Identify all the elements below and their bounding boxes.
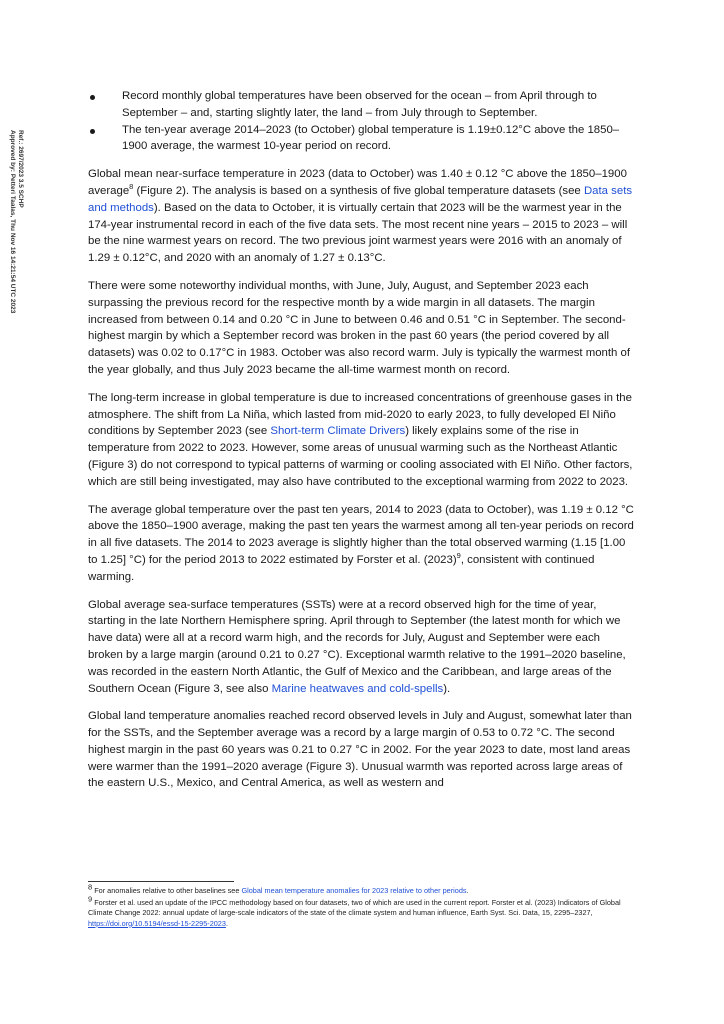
document-body — [88, 88, 636, 803]
paragraph-land-temperature: Global land temperature anomalies reached record observed levels in July and August, somewhat later than for the SSTs, and the September average was a record by a large margin of 0.53 to 0.72 °C. The second highest margin in the past 60 years was 0.21 to 0.27 °C in 2002. For the year 2023 to date, most land areas were warmer than the 1991–2020 average (Figure 3). Unusual warmth was reported across large areas of the eastern U.S., Mexico, and Central America, as well as western and — [88, 710, 632, 790]
link-marine-heatwaves[interactable]: Marine heatwaves and cold-spells — [271, 682, 444, 695]
approval-by: Approved by: Petteri Taalas, Thu Nov 16 14:21:54 UTC 2023 — [9, 130, 16, 314]
footnote-9: $^9$ Forster et al. used an update of the IPCC methodology based on four datasets, two of which are used in the current report. Forster et al. (2023) Indicators of Global Climate Change 2022: annual update of large-scale indicators of the state of the climate system and human influence, Earth Syst. Sci. Data, 15, 2295–2327, https://doi.org/10.5194/essd-15-2295-2023. — [88, 894, 621, 928]
footnote-ref-8[interactable]: 8 — [129, 182, 134, 192]
bullet-list — [88, 88, 636, 155]
bullet-item: The ten-year average 2014–2023 (to October) global temperature is 1.19±0.12°C above the 1850–1900 average, the warmest 10-year period on record. — [88, 122, 636, 156]
link-other-periods[interactable]: Global mean temperature anomalies for 2023 relative to other periods — [241, 886, 467, 895]
footnote-8: $^8$ For anomalies relative to other baselines see Global mean temperature anomalies for 2023 relative to other periods. — [88, 882, 469, 895]
paragraph-global-mean: Global mean near-surface temperature in 2023 (data to October) was 1.40 ± 0.12 °C above the 1850–1900 average$^8$ (Figure 2). The analysis is based on a synthesis of five global temperature datasets (see Data sets and methods). Based on the data to October, it is virtually certain that 2023 will be the warmest year in the 174-year instrumental record in each of the five data sets. The most recent nine years – 2015 to 2023 – will be the nine warmest years on record. The two previous joint warmest years were 2016 with an anomaly of 1.29 ± 0.12°C, and 2020 with an anomaly of 1.27 ± 0.13°C. — [88, 168, 633, 265]
footnote-divider — [88, 881, 234, 882]
link-short-term-climate-drivers[interactable]: Short-term Climate Drivers — [270, 425, 406, 438]
bullet-item: Record monthly global temperatures have been observed for the ocean – from April through to September – and, starting slightly later, the land – from July through to September. — [88, 88, 636, 122]
approval-stamp — [8, 130, 24, 370]
paragraph-monthly-records: There were some noteworthy individual months, with June, July, August, and September 2023 each surpassing the previous record for the respective month by a wide margin in all datasets. The margin increased from between 0.14 and 0.20 °C in June to between 0.46 and 0.51 °C in September. The second-highest margin by which a September record was broken in the past 60 years (the period covered by all datasets) was 0.02 to 0.17°C in 1983. October was also record warm. July is typically the warmest month of the year globally, and thus July 2023 became the all-time warmest month on record. — [88, 279, 631, 376]
link-doi[interactable]: https://doi.org/10.5194/essd-15-2295-2023 — [88, 918, 226, 928]
paragraph-long-term-increase: The long-term increase in global temperature is due to increased concentrations of greenhouse gases in the atmosphere. The shift from La Niña, which lasted from mid-2020 to early 2023, to fully developed El Niño conditions by September 2023 (see Short-term Climate Drivers) likely explains some of the rise in temperature from 2022 to 2023. However, some areas of unusual warming such as the Northeast Atlantic (Figure 3) do not correspond to typical patterns of warming or cooling associated with El Niño. Other factors, which are still being investigated, may also have contributed to the exceptional warming from 2022 to 2023. — [88, 391, 633, 488]
footnote-ref-9[interactable]: 9 — [456, 551, 461, 561]
paragraph-ten-year-average: The average global temperature over the past ten years, 2014 to 2023 (data to October), was 1.19 ± 0.12 °C above the 1850–1900 average, making the past ten years the warmest among all ten-year periods on record in all five datasets. The 2014 to 2023 average is slightly higher than the total observed warming (1.15 [1.00 to 1.25] °C) for the period 2013 to 2022 estimated by Forster et al. $(2023)^9$, consistent with continued warming. — [88, 503, 634, 583]
footnotes — [88, 882, 636, 930]
approval-ref: Ref.: 2697/2023 3.5 SCHP — [17, 130, 24, 208]
paragraph-sea-surface: Global average sea-surface temperatures (SSTs) were at a record observed high for the time of year, starting in the late Northern Hemisphere spring. April through to September (the latest month for which we have data) were all at a record warm high, and the records for July, August and September were each broken by a large margin (around 0.21 to 0.27 °C). Exceptional warmth relative to the 1991–2020 baseline, was recorded in the eastern North Atlantic, the Gulf of Mexico and the Caribbean, and large areas of the Southern Ocean (Figure 3, see also Marine heatwaves and cold-spells). — [88, 598, 626, 695]
link-data-sets-and-methods[interactable]: Data sets and methods — [88, 184, 633, 214]
